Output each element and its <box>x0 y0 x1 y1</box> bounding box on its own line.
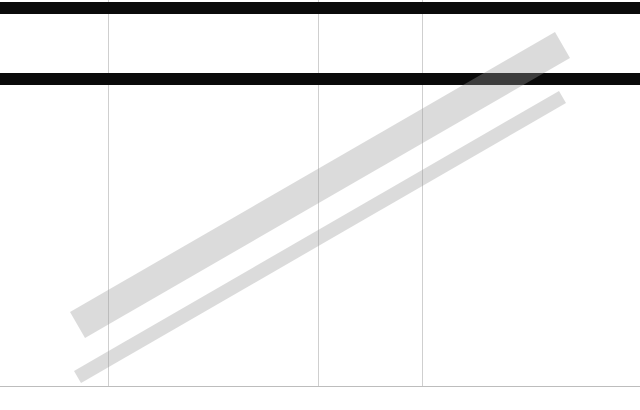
listing-row[interactable] <box>108 120 318 131</box>
listing-row[interactable] <box>422 60 640 71</box>
listing-row[interactable] <box>0 87 108 98</box>
listing-row[interactable] <box>422 16 640 27</box>
listing-row[interactable] <box>108 153 318 164</box>
footer-line-2 <box>3 399 637 410</box>
listing-row[interactable] <box>108 131 318 142</box>
section-header <box>422 2 640 14</box>
listing-row[interactable] <box>0 109 108 120</box>
section-header <box>318 73 422 85</box>
listing-row[interactable] <box>318 38 422 49</box>
listing-row[interactable] <box>318 49 422 60</box>
listing-row[interactable] <box>422 142 640 153</box>
listing-row[interactable] <box>0 38 108 49</box>
listing-row[interactable] <box>422 49 640 60</box>
listing-row[interactable] <box>0 120 108 131</box>
listing-row[interactable] <box>0 60 108 71</box>
listing-row[interactable] <box>318 27 422 38</box>
listing-column-4 <box>422 0 640 386</box>
listing-row[interactable] <box>108 109 318 120</box>
listing-row[interactable] <box>422 131 640 142</box>
listing-row[interactable] <box>108 98 318 109</box>
listing-column-3 <box>318 0 423 386</box>
listing-row[interactable] <box>318 109 422 120</box>
listing-row[interactable] <box>108 38 318 49</box>
listing-row[interactable] <box>108 60 318 71</box>
section-header <box>422 73 640 85</box>
listing-row[interactable] <box>422 109 640 120</box>
listing-row[interactable] <box>422 27 640 38</box>
listing-row[interactable] <box>318 131 422 142</box>
listing-column-2 <box>108 0 319 386</box>
listing-row[interactable] <box>318 60 422 71</box>
listing-row[interactable] <box>422 98 640 109</box>
listing-row[interactable] <box>108 27 318 38</box>
section-header <box>0 2 108 14</box>
listing-row[interactable] <box>318 142 422 153</box>
listing-row[interactable] <box>0 153 108 164</box>
listing-row[interactable] <box>0 131 108 142</box>
listing-row[interactable] <box>108 16 318 27</box>
listing-row[interactable] <box>108 87 318 98</box>
listing-row[interactable] <box>0 27 108 38</box>
footer-line-1 <box>3 388 637 399</box>
section-header <box>108 2 318 14</box>
listing-row[interactable] <box>422 38 640 49</box>
page-footer <box>0 386 640 410</box>
listing-row[interactable] <box>422 153 640 164</box>
listing-row[interactable] <box>318 98 422 109</box>
listing-row[interactable] <box>318 153 422 164</box>
listing-row[interactable] <box>0 98 108 109</box>
section-header <box>318 2 422 14</box>
listing-row[interactable] <box>108 142 318 153</box>
listing-row[interactable] <box>422 120 640 131</box>
listing-row[interactable] <box>0 49 108 60</box>
listing-row[interactable] <box>318 120 422 131</box>
listing-column-1 <box>0 0 109 386</box>
listing-row[interactable] <box>0 142 108 153</box>
listing-row[interactable] <box>318 16 422 27</box>
listing-row[interactable] <box>0 16 108 27</box>
listing-row[interactable] <box>422 87 640 98</box>
listing-row[interactable] <box>108 49 318 60</box>
section-header <box>108 73 318 85</box>
section-header <box>0 73 108 85</box>
listing-row[interactable] <box>318 87 422 98</box>
